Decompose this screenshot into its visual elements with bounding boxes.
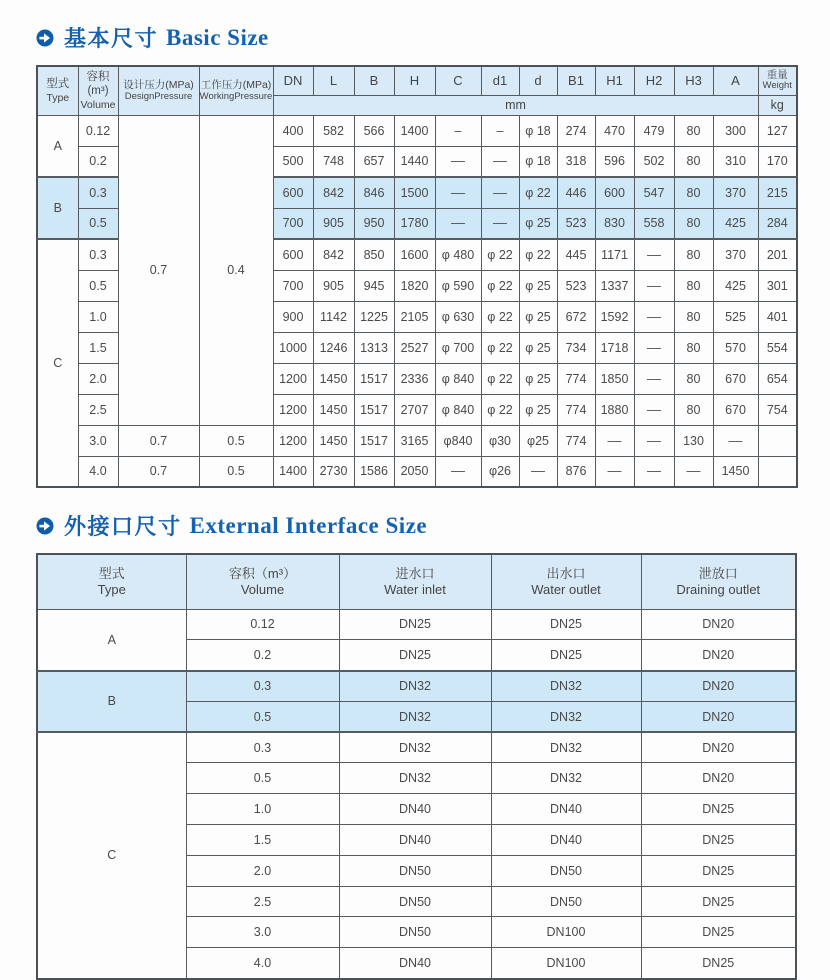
arrow-right-circle-icon: [36, 517, 54, 535]
table-cell: DN25: [641, 855, 796, 886]
table-cell: 80: [674, 363, 713, 394]
basic-size-table: [36, 65, 798, 488]
table-cell: 2336: [394, 363, 435, 394]
table-cell: DN25: [339, 640, 491, 671]
table-cell: φ 480: [435, 239, 481, 270]
header-label-en: Weight: [762, 80, 792, 92]
table-cell: 1780: [394, 208, 435, 239]
table-cell: 1400: [394, 115, 435, 146]
header-label-cn: 型式: [98, 565, 125, 581]
table-cell: 1.0: [186, 794, 339, 825]
table-cell: φ 25: [519, 394, 557, 425]
group-cell: A: [37, 609, 186, 671]
table-cell: 1225: [354, 301, 394, 332]
table-cell: 582: [313, 115, 354, 146]
table-cell: φ 22: [481, 239, 519, 270]
table-cell: ––: [595, 456, 634, 487]
column-header-b1: B1: [557, 66, 595, 95]
table-cell: φ 840: [435, 394, 481, 425]
table-cell: 670: [713, 394, 758, 425]
column-header-water-outlet: [491, 554, 641, 609]
column-header-type: [37, 66, 78, 115]
table-cell: 2.0: [186, 855, 339, 886]
table-cell: 2050: [394, 456, 435, 487]
table-cell: φ840: [435, 425, 481, 456]
table-cell: 170: [758, 146, 797, 177]
table-cell: DN25: [641, 886, 796, 917]
table-cell: 425: [713, 208, 758, 239]
table-cell: 1880: [595, 394, 634, 425]
table-cell: 2.5: [186, 886, 339, 917]
table-cell: 748: [313, 146, 354, 177]
table-cell: DN32: [339, 671, 491, 702]
section2-title-cn: 外接口尺寸: [64, 514, 182, 539]
table-cell: 900: [273, 301, 313, 332]
table-cell: φ 590: [435, 270, 481, 301]
header-label-en: Water inlet: [384, 582, 446, 598]
table-cell: 0.5: [186, 763, 339, 794]
table-cell: 301: [758, 270, 797, 301]
section1-title-cn: 基本尺寸: [64, 26, 159, 51]
header-label-cn: 重量: [766, 69, 788, 82]
table-cell: 554: [758, 332, 797, 363]
table-cell: 570: [713, 332, 758, 363]
table-cell: DN32: [491, 732, 641, 763]
arrow-right-circle-icon: [36, 29, 54, 47]
table-cell: 0.2: [186, 640, 339, 671]
table-cell: DN25: [491, 640, 641, 671]
table-cell: DN20: [641, 763, 796, 794]
table-cell: 0.5: [199, 425, 273, 456]
table-cell: 1337: [595, 270, 634, 301]
table-cell: 318: [557, 146, 595, 177]
table-cell: DN40: [339, 825, 491, 856]
table-cell: ––: [634, 332, 674, 363]
table-cell: ––: [634, 394, 674, 425]
table-cell: DN32: [339, 732, 491, 763]
column-header-b: B: [354, 66, 394, 95]
table-cell: 774: [557, 363, 595, 394]
column-header-type: [37, 554, 186, 609]
column-header-l: L: [313, 66, 354, 95]
group-cell: B: [37, 177, 78, 239]
section-title-basic-size: [36, 22, 796, 53]
table-cell: 2.0: [78, 363, 118, 394]
table-cell: DN32: [491, 763, 641, 794]
column-header-weight: [758, 66, 797, 95]
table-cell: 274: [557, 115, 595, 146]
table-cell: 1450: [313, 394, 354, 425]
table-cell: DN32: [339, 763, 491, 794]
table-cell: ––: [634, 456, 674, 487]
table-cell: 0.5: [78, 270, 118, 301]
table-cell: 0.12: [186, 609, 339, 640]
group-cell: B: [37, 671, 186, 733]
table-cell: 670: [713, 363, 758, 394]
table-cell: φ 22: [519, 177, 557, 208]
column-header-volume: [186, 554, 339, 609]
table-cell: 0.3: [78, 177, 118, 208]
table-cell: 850: [354, 239, 394, 270]
table-cell: 2.5: [78, 394, 118, 425]
table-cell: 1850: [595, 363, 634, 394]
table-cell: 1450: [713, 456, 758, 487]
table-cell: ––: [435, 146, 481, 177]
table-cell: ––: [713, 425, 758, 456]
table-cell: 0.3: [186, 732, 339, 763]
table-cell: ––: [481, 146, 519, 177]
table-cell: ––: [519, 456, 557, 487]
table-cell: 1517: [354, 425, 394, 456]
table-cell: 0.2: [78, 146, 118, 177]
table-row: [37, 671, 796, 702]
table-cell: φ 25: [519, 332, 557, 363]
table-cell: 700: [273, 208, 313, 239]
table-cell: DN20: [641, 671, 796, 702]
table-cell: 1820: [394, 270, 435, 301]
table-cell: 547: [634, 177, 674, 208]
external-interface-table-header: [37, 554, 796, 609]
table-cell: 401: [758, 301, 797, 332]
table-cell: DN40: [339, 794, 491, 825]
table-cell: [758, 425, 797, 456]
table-cell: φ 18: [519, 115, 557, 146]
table-cell: DN100: [491, 917, 641, 948]
table-cell: φ30: [481, 425, 519, 456]
table-cell: ––: [634, 239, 674, 270]
table-cell: 479: [634, 115, 674, 146]
table-cell: 0.12: [78, 115, 118, 146]
table-cell: 1586: [354, 456, 394, 487]
table-cell: 1400: [273, 456, 313, 487]
header-label-en: Draining outlet: [676, 582, 761, 598]
column-header-h3: H3: [674, 66, 713, 95]
table-cell: φ 25: [519, 270, 557, 301]
column-header-c: C: [435, 66, 481, 95]
table-cell: DN50: [339, 886, 491, 917]
table-cell: DN100: [491, 948, 641, 979]
table-cell: DN50: [491, 855, 641, 886]
table-cell: ––: [634, 301, 674, 332]
table-cell: 1440: [394, 146, 435, 177]
table-cell: 3.0: [78, 425, 118, 456]
section-title-external-interface-size: [36, 510, 796, 541]
group-cell: C: [37, 239, 78, 487]
table-cell: 0.3: [186, 671, 339, 702]
table-cell: φ 22: [481, 332, 519, 363]
table-cell: 1500: [394, 177, 435, 208]
table-cell: ––: [435, 208, 481, 239]
table-cell: 2105: [394, 301, 435, 332]
column-header-h1: H1: [595, 66, 634, 95]
table-cell: DN40: [491, 825, 641, 856]
table-cell: 1592: [595, 301, 634, 332]
header-label-en: Type: [46, 91, 70, 104]
table-cell: 600: [273, 177, 313, 208]
header-label-cn: 泄放口: [698, 565, 738, 581]
table-cell: 846: [354, 177, 394, 208]
table-cell: 774: [557, 425, 595, 456]
table-cell: 370: [713, 239, 758, 270]
table-cell: 842: [313, 239, 354, 270]
table-cell: DN25: [641, 917, 796, 948]
header-label-en: Volume: [80, 98, 116, 111]
table-cell: ––: [634, 270, 674, 301]
table-cell: DN20: [641, 640, 796, 671]
table-cell: DN50: [491, 886, 641, 917]
table-cell: 523: [557, 208, 595, 239]
table-cell: 127: [758, 115, 797, 146]
table-cell: 400: [273, 115, 313, 146]
table-cell: DN32: [491, 671, 641, 702]
table-cell: 905: [313, 208, 354, 239]
table-cell: φ 630: [435, 301, 481, 332]
table-cell: DN50: [339, 917, 491, 948]
table-cell: 446: [557, 177, 595, 208]
table-cell: φ 25: [519, 301, 557, 332]
table-cell: 80: [674, 239, 713, 270]
column-header-draining-outlet: [641, 554, 796, 609]
table-cell: φ 22: [481, 301, 519, 332]
table-cell: ––: [674, 456, 713, 487]
table-cell: DN25: [491, 609, 641, 640]
table-cell: 2527: [394, 332, 435, 363]
table-cell: 950: [354, 208, 394, 239]
table-cell: 1200: [273, 425, 313, 456]
table-cell: 80: [674, 146, 713, 177]
table-cell: 523: [557, 270, 595, 301]
table-cell: 842: [313, 177, 354, 208]
table-cell: 657: [354, 146, 394, 177]
table-cell: ––: [634, 363, 674, 394]
table-cell: DN50: [339, 855, 491, 886]
table-cell: 654: [758, 363, 797, 394]
column-header-dn: DN: [273, 66, 313, 95]
table-cell: φ25: [519, 425, 557, 456]
table-cell: 0.5: [186, 701, 339, 732]
header-label-cn: 进水口: [395, 565, 435, 581]
table-cell: 905: [313, 270, 354, 301]
table-row: [37, 425, 797, 456]
table-cell: DN20: [641, 701, 796, 732]
table-cell: 310: [713, 146, 758, 177]
table-cell: 201: [758, 239, 797, 270]
table-cell: 672: [557, 301, 595, 332]
table-cell: 1313: [354, 332, 394, 363]
header-label-en: Water outlet: [531, 582, 601, 598]
table-cell: φ 22: [481, 394, 519, 425]
table-cell: 80: [674, 332, 713, 363]
unit-mm-cell: mm: [273, 95, 758, 115]
basic-size-table-header: [37, 66, 797, 115]
header-label-cn: 型式: [46, 77, 70, 90]
column-header-working-pressure: [199, 66, 273, 115]
table-cell: 734: [557, 332, 595, 363]
table-cell: 80: [674, 208, 713, 239]
table-cell: ––: [634, 425, 674, 456]
section2-title-en: External Interface Size: [189, 512, 428, 538]
header-label-en: Volume: [240, 582, 285, 598]
table-cell: 1171: [595, 239, 634, 270]
table-cell: 600: [595, 177, 634, 208]
unit-kg-cell: kg: [758, 95, 797, 115]
table-cell: 830: [595, 208, 634, 239]
table-cell: φ26: [481, 456, 519, 487]
table-cell: 1200: [273, 394, 313, 425]
table-cell: 1450: [313, 425, 354, 456]
table-cell: 3165: [394, 425, 435, 456]
table-cell: 0.7: [118, 425, 199, 456]
table-cell: 700: [273, 270, 313, 301]
table-cell: 500: [273, 146, 313, 177]
table-cell: 596: [595, 146, 634, 177]
table-cell: 1.5: [78, 332, 118, 363]
table-row: [37, 732, 796, 763]
external-interface-size-table: [36, 553, 797, 980]
table-cell: DN20: [641, 732, 796, 763]
table-cell: φ 25: [519, 208, 557, 239]
table-cell: 80: [674, 270, 713, 301]
table-cell: DN40: [339, 948, 491, 979]
header-label-cn: 容积（m³）: [228, 565, 297, 581]
table-cell: 1.5: [186, 825, 339, 856]
header-label-cn: 出水口: [546, 565, 586, 581]
table-cell: DN32: [491, 701, 641, 732]
table-cell: –: [435, 115, 481, 146]
basic-size-table-body: [37, 115, 797, 487]
header-label-en: Type: [97, 582, 126, 598]
table-cell: 2707: [394, 394, 435, 425]
table-cell: 425: [713, 270, 758, 301]
table-cell: φ 22: [519, 239, 557, 270]
group-cell: 0.4: [199, 115, 273, 425]
table-cell: φ 22: [481, 363, 519, 394]
table-cell: 4.0: [186, 948, 339, 979]
table-cell: DN25: [339, 609, 491, 640]
column-header-design-pressure: [118, 66, 199, 115]
table-cell: 130: [674, 425, 713, 456]
table-cell: DN25: [641, 794, 796, 825]
table-cell: –: [481, 115, 519, 146]
table-cell: 445: [557, 239, 595, 270]
table-row: [37, 456, 797, 487]
column-header-water-inlet: [339, 554, 491, 609]
column-header-volume: [78, 66, 118, 115]
table-cell: ––: [435, 177, 481, 208]
table-cell: 0.5: [78, 208, 118, 239]
table-cell: ––: [595, 425, 634, 456]
table-cell: 0.7: [118, 456, 199, 487]
header-label-en: DesignPressure: [124, 90, 193, 102]
column-header-a: A: [713, 66, 758, 95]
column-header-h: H: [394, 66, 435, 95]
table-cell: 876: [557, 456, 595, 487]
group-cell: C: [37, 732, 186, 978]
table-cell: ––: [435, 456, 481, 487]
table-cell: DN25: [641, 825, 796, 856]
table-cell: 1517: [354, 394, 394, 425]
table-cell: 502: [634, 146, 674, 177]
table-cell: 80: [674, 177, 713, 208]
table-cell: 1718: [595, 332, 634, 363]
group-cell: 0.7: [118, 115, 199, 425]
column-header-h2: H2: [634, 66, 674, 95]
table-cell: 0.5: [199, 456, 273, 487]
table-cell: 945: [354, 270, 394, 301]
external-interface-table-body: [37, 609, 796, 979]
table-cell: 0.3: [78, 239, 118, 270]
table-cell: 566: [354, 115, 394, 146]
table-cell: 558: [634, 208, 674, 239]
table-cell: 1142: [313, 301, 354, 332]
table-cell: 754: [758, 394, 797, 425]
table-cell: 4.0: [78, 456, 118, 487]
table-cell: φ 840: [435, 363, 481, 394]
table-cell: 774: [557, 394, 595, 425]
table-cell: φ 22: [481, 270, 519, 301]
header-label-cn: 设计压力(MPa): [123, 78, 194, 91]
table-row: [37, 609, 796, 640]
table-cell: 1.0: [78, 301, 118, 332]
table-cell: ––: [481, 208, 519, 239]
table-cell: 1450: [313, 363, 354, 394]
table-cell: 300: [713, 115, 758, 146]
table-cell: 1246: [313, 332, 354, 363]
table-cell: 80: [674, 115, 713, 146]
column-header-d1: d1: [481, 66, 519, 95]
table-cell: 600: [273, 239, 313, 270]
table-cell: 1600: [394, 239, 435, 270]
table-cell: 2730: [313, 456, 354, 487]
table-cell: 1000: [273, 332, 313, 363]
table-cell: DN40: [491, 794, 641, 825]
header-label-cn: 工作压力(MPa): [200, 78, 272, 91]
table-cell: DN20: [641, 609, 796, 640]
table-cell: 1517: [354, 363, 394, 394]
table-cell: 1200: [273, 363, 313, 394]
table-cell: DN32: [339, 701, 491, 732]
group-cell: A: [37, 115, 78, 177]
table-cell: φ 18: [519, 146, 557, 177]
table-cell: DN25: [641, 948, 796, 979]
table-cell: 284: [758, 208, 797, 239]
table-cell: φ 25: [519, 363, 557, 394]
section1-title-en: Basic Size: [166, 24, 269, 50]
table-cell: 80: [674, 301, 713, 332]
header-label-cn: 容积(m³): [86, 70, 110, 97]
table-cell: 80: [674, 394, 713, 425]
table-cell: 370: [713, 177, 758, 208]
table-cell: 470: [595, 115, 634, 146]
header-label-en: WorkingPressure: [199, 90, 273, 102]
table-cell: 3.0: [186, 917, 339, 948]
table-row: [37, 115, 797, 146]
table-cell: φ 700: [435, 332, 481, 363]
table-cell: 215: [758, 177, 797, 208]
table-cell: [758, 456, 797, 487]
column-header-d: d: [519, 66, 557, 95]
table-cell: ––: [481, 177, 519, 208]
table-cell: 525: [713, 301, 758, 332]
